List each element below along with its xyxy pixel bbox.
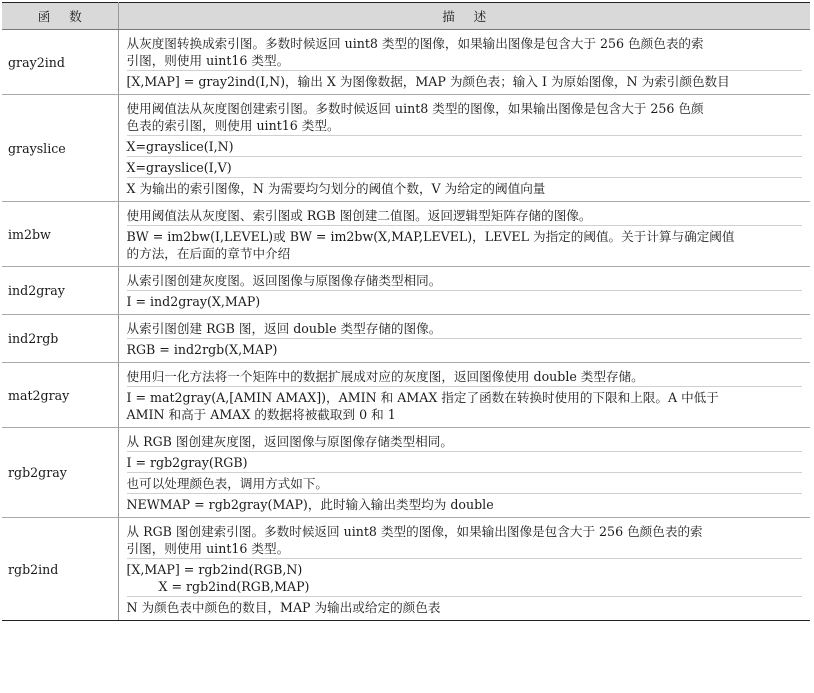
description-paragraph — [127, 521, 803, 558]
description-line: X=grayslice(I,N) — [126, 138, 234, 154]
function-description — [118, 95, 810, 202]
description-paragraph — [127, 431, 803, 451]
description-paragraph — [127, 451, 803, 472]
description-line: 从 RGB 图创建灰度图，返回图像与原图像存储类型相同。 — [126, 433, 453, 449]
function-name: mat2gray — [2, 363, 118, 428]
description-line: 也可以处理颜色表，调用方式如下。 — [126, 475, 328, 491]
description-paragraph — [127, 177, 803, 198]
description-paragraph — [127, 290, 803, 311]
table-row-im2bw — [2, 202, 810, 267]
description-paragraph — [127, 135, 803, 156]
header-row — [2, 3, 810, 30]
function-name: ind2gray — [2, 267, 118, 315]
description-paragraph — [127, 472, 803, 493]
description-paragraph — [127, 493, 803, 514]
description-line: 引图，则使用 uint16 类型。 — [126, 540, 290, 556]
function-description — [118, 363, 810, 428]
function-name: gray2ind — [2, 30, 118, 95]
function-description — [118, 518, 810, 621]
function-description — [118, 267, 810, 315]
description-line: I = rgb2gray(RGB) — [126, 454, 248, 470]
description-line: N 为颜色表中颜色的数目，MAP 为输出或给定的颜色表 — [126, 599, 441, 615]
header-function: 函数 — [2, 3, 118, 30]
function-description — [118, 428, 810, 518]
description-line: AMIN 和高于 AMAX 的数据将被截取到 0 和 1 — [126, 406, 396, 422]
description-line: X 为输出的索引图像，N 为需要均匀划分的阈值个数，V 为给定的阈值向量 — [126, 180, 546, 196]
table-row-gray2ind — [2, 30, 810, 95]
table-row-ind2gray — [2, 267, 810, 315]
description-line: RGB = ind2rgb(X,MAP) — [126, 341, 278, 357]
description-paragraph — [127, 205, 803, 225]
description-line: 引图，则使用 uint16 类型。 — [126, 52, 290, 68]
description-line: 的方法，在后面的章节中介绍 — [126, 245, 291, 261]
description-line: [X,MAP] = rgb2ind(RGB,N) — [126, 561, 303, 577]
description-line: [X,MAP] = gray2ind(I,N)，输出 X 为图像数据，MAP 为颜色表；输入 I 为原始图像，N 为索引颜色数目 — [126, 73, 730, 89]
function-description — [118, 30, 810, 95]
description-paragraph — [127, 318, 803, 338]
function-name: rgb2ind — [2, 518, 118, 621]
function-table — [2, 2, 810, 621]
table-row-grayslice — [2, 95, 810, 202]
description-line: X=grayslice(I,V) — [126, 159, 232, 175]
description-line: 从灰度图转换成索引图。多数时候返回 uint8 类型的图像，如果输出图像是包含大于 256 色颜色表的索 — [126, 35, 704, 51]
description-paragraph — [127, 33, 803, 70]
description-line: 使用阈值法从灰度图、索引图或 RGB 图创建二值图。返回逻辑型矩阵存储的图像。 — [126, 207, 592, 223]
description-paragraph — [127, 366, 803, 386]
description-line: X = rgb2ind(RGB,MAP) — [158, 578, 310, 594]
description-line: 色表的索引图，则使用 uint16 类型。 — [126, 117, 340, 133]
description-line: 使用归一化方法将一个矩阵中的数据扩展成对应的灰度图，返回图像使用 double 类型存储。 — [126, 368, 644, 384]
description-line: BW = im2bw(I,LEVEL)或 BW = im2bw(X,MAP,LEVEL)，LEVEL 为指定的阈值。关于计算与确定阈值 — [126, 228, 735, 244]
table-body — [2, 30, 810, 621]
description-paragraph — [127, 558, 803, 596]
table-row-rgb2gray — [2, 428, 810, 518]
description-paragraph — [127, 338, 803, 359]
function-description — [118, 202, 810, 267]
header-description: 描述 — [118, 3, 810, 30]
description-paragraph — [127, 98, 803, 135]
table-row-ind2rgb — [2, 315, 810, 363]
function-name: ind2rgb — [2, 315, 118, 363]
description-paragraph — [127, 225, 803, 263]
function-description — [118, 315, 810, 363]
function-name: im2bw — [2, 202, 118, 267]
description-paragraph — [127, 70, 803, 91]
description-line: 从索引图创建 RGB 图，返回 double 类型存储的图像。 — [126, 320, 442, 336]
function-name: grayslice — [2, 95, 118, 202]
description-line: I = mat2gray(A,[AMIN AMAX])，AMIN 和 AMAX 指定了函数在转换时使用的下限和上限。A 中低于 — [126, 389, 719, 405]
table-row-mat2gray — [2, 363, 810, 428]
description-paragraph — [127, 596, 803, 617]
description-paragraph — [127, 386, 803, 424]
description-line: 从索引图创建灰度图。返回图像与原图像存储类型相同。 — [126, 272, 442, 288]
description-line: NEWMAP = rgb2gray(MAP)，此时输入输出类型均为 double — [126, 496, 494, 512]
description-line: I = ind2gray(X,MAP) — [126, 293, 261, 309]
description-paragraph — [127, 156, 803, 177]
description-line: 使用阈值法从灰度图创建索引图。多数时候返回 uint8 类型的图像，如果输出图像是包含大于 256 色颜 — [126, 100, 704, 116]
table-row-rgb2ind — [2, 518, 810, 621]
description-paragraph — [127, 270, 803, 290]
description-line: 从 RGB 图创建索引图。多数时候返回 uint8 类型的图像，如果输出图像是包含大于 256 色颜色表的索 — [126, 523, 703, 539]
function-name: rgb2gray — [2, 428, 118, 518]
